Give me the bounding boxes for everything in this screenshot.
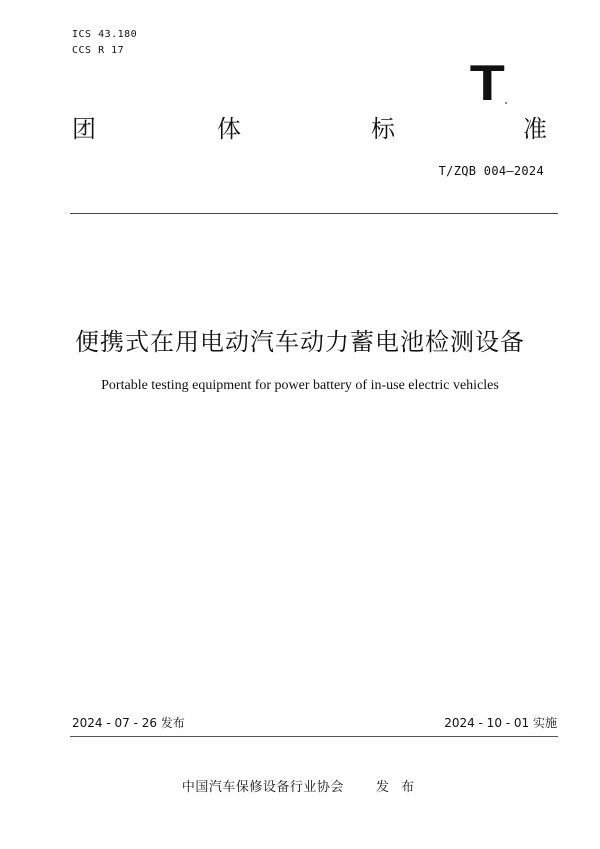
bottom-divider [70,736,558,737]
publisher-action: 发 布 [376,780,419,795]
publisher-name: 中国汽车保修设备行业协会 [181,780,344,795]
title-chinese: 便携式在用电动汽车动力蓄电池检测设备 [75,328,525,356]
ccs-code: CCS R 17 [72,45,125,56]
publish-date: 2024 - 07 - 26 发布 [72,716,185,730]
standard-type-badge: T [469,55,505,111]
category-char-1: 团 [72,115,96,143]
category-char-2: 体 [217,115,241,143]
title-english: Portable testing equipment for power battery of in-use electric vehicles [101,378,499,393]
standard-number: T/ZQB 004—2024 [438,164,544,178]
ics-code: ICS 43.180 [72,29,138,40]
category-char-3: 标 [371,115,395,143]
top-divider [70,213,558,214]
publisher-line [0,776,600,795]
category-char-4: 准 [523,115,547,143]
implementation-date: 2024 - 10 - 01 实施 [444,716,557,730]
badge-mark [505,102,507,104]
